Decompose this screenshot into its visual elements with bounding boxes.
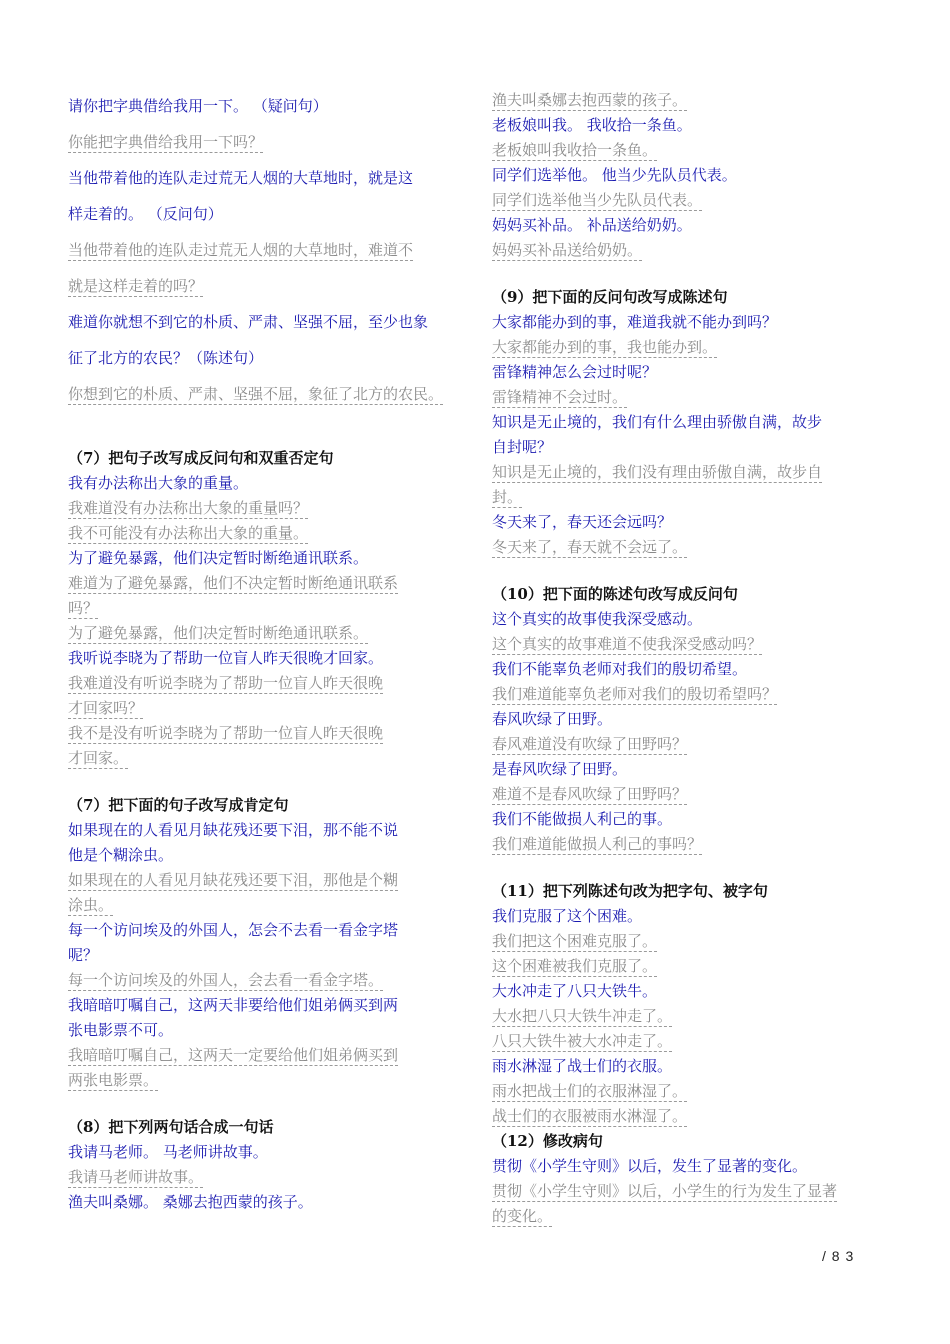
answer-sentence xyxy=(492,138,887,163)
answer-text: 知识是无止境的，我们没有理由骄傲自满，故步自 xyxy=(492,463,823,481)
answer-text: 冬天来了，春天就不会远了。 xyxy=(492,538,688,556)
section-heading: （7）把下面的句子改写成肯定句 xyxy=(68,796,289,814)
answer-text: 我难道没有办法称出大象的重量吗？ xyxy=(68,499,309,517)
answer-sentence xyxy=(492,1029,887,1054)
exercise-sentence: 是春风吹绿了田野。 xyxy=(492,760,628,778)
answer-sentence xyxy=(492,1004,887,1029)
page-number: / 8 3 xyxy=(822,1248,855,1264)
answer-sentence xyxy=(68,721,463,746)
exercise-sentence: 当他带着他的连队走过荒无人烟的大草地时，就是这 xyxy=(68,169,414,187)
answer-text: 战士们的衣服被雨水淋湿了。 xyxy=(492,1107,688,1125)
answer-text: 如果现在的人看见月缺花残还要下泪，那他是个糊 xyxy=(68,871,399,889)
answer-sentence xyxy=(68,1043,463,1068)
answer-sentence xyxy=(492,782,887,807)
section-heading: （12）修改病句 xyxy=(492,1132,603,1150)
answer-sentence xyxy=(492,188,887,213)
answer-sentence xyxy=(492,238,887,263)
answer-text: 八只大铁牛被大水冲走了。 xyxy=(492,1032,673,1050)
answer-text: 两张电影票。 xyxy=(68,1071,159,1089)
answer-text: 当他带着他的连队走过荒无人烟的大草地时，难道不 xyxy=(68,241,414,259)
answer-text: 我难道没有听说李晓为了帮助一位盲人昨天很晚 xyxy=(68,674,384,692)
exercise-sentence: 样走着的。 （反问句） xyxy=(68,205,223,223)
answer-sentence xyxy=(492,385,887,410)
answer-text: 这个真实的故事难道不使我深受感动吗？ xyxy=(492,635,763,653)
exercise-sentence: 雨水淋湿了战士们的衣服。 xyxy=(492,1057,673,1075)
exercise-sentence: 大水冲走了八只大铁牛。 xyxy=(492,982,658,1000)
answer-sentence xyxy=(68,521,463,546)
answer-text: 吗？ xyxy=(68,599,99,617)
exercise-sentence: 老板娘叫我。 我收拾一条鱼。 xyxy=(492,116,692,134)
answer-sentence xyxy=(68,671,463,696)
exercise-sentence: 雷锋精神怎么会过时呢？ xyxy=(492,363,658,381)
answer-text: 大水把八只大铁牛冲走了。 xyxy=(492,1007,673,1025)
answer-text: 涂虫。 xyxy=(68,896,114,914)
answer-sentence xyxy=(68,893,463,918)
answer-sentence xyxy=(68,968,463,993)
answer-sentence xyxy=(492,1204,887,1229)
exercise-sentence: 征了北方的农民？（陈述句） xyxy=(68,349,264,367)
exercise-sentence: 如果现在的人看见月缺花残还要下泪，那不能不说 xyxy=(68,821,399,839)
section-heading: （9）把下面的反问句改写成陈述句 xyxy=(492,288,728,306)
answer-sentence xyxy=(492,732,887,757)
section-heading: （7）把句子改写成反问句和双重否定句 xyxy=(68,449,334,467)
answer-text: 封。 xyxy=(492,488,523,506)
exercise-sentence: 我们克服了这个困难。 xyxy=(492,907,643,925)
answer-text: 我们把这个困难克服了。 xyxy=(492,932,658,950)
exercise-sentence: 为了避免暴露，他们决定暂时断绝通讯联系。 xyxy=(68,549,369,567)
answer-sentence xyxy=(68,232,463,268)
right-column xyxy=(492,88,887,1229)
exercise-sentence: 呢？ xyxy=(68,946,99,964)
section-heading: （11）把下列陈述句改为把字句、被字句 xyxy=(492,882,768,900)
answer-text: 春风难道没有吹绿了田野吗？ xyxy=(492,735,688,753)
answer-sentence xyxy=(492,535,887,560)
answer-sentence xyxy=(68,596,463,621)
answer-text: 大家都能办到的事，我也能办到。 xyxy=(492,338,718,356)
answer-text: 我们难道能辜负老师对我们的殷切希望吗？ xyxy=(492,685,778,703)
exercise-sentence: 贯彻《小学生守则》以后，发生了显著的变化。 xyxy=(492,1157,808,1175)
exercise-sentence: 知识是无止境的，我们有什么理由骄傲自满，故步 xyxy=(492,413,823,431)
answer-sentence xyxy=(68,496,463,521)
exercise-sentence: 这个真实的故事使我深受感动。 xyxy=(492,610,703,628)
spacer xyxy=(68,1093,463,1115)
answer-sentence xyxy=(68,376,463,412)
answer-text: 我们难道能做损人利己的事吗？ xyxy=(492,835,703,853)
answer-text: 老板娘叫我收拾一条鱼。 xyxy=(492,141,658,159)
exercise-sentence: 妈妈买补品。 补品送给奶奶。 xyxy=(492,216,692,234)
answer-text: 每一个访问埃及的外国人，会去看一看金字塔。 xyxy=(68,971,384,989)
exercise-sentence: 我们不能做损人利己的事。 xyxy=(492,810,673,828)
answer-text: 难道不是春风吹绿了田野吗？ xyxy=(492,785,688,803)
exercise-sentence: 我请马老师。 马老师讲故事。 xyxy=(68,1143,268,1161)
answer-text: 就是这样走着的吗？ xyxy=(68,277,204,295)
answer-sentence xyxy=(492,1104,887,1129)
exercise-sentence: 张电影票不可。 xyxy=(68,1021,174,1039)
answer-text: 才回家。 xyxy=(68,749,129,767)
left-column xyxy=(68,88,463,1215)
answer-sentence xyxy=(492,632,887,657)
exercise-sentence: 春风吹绿了田野。 xyxy=(492,710,613,728)
answer-text: 这个困难被我们克服了。 xyxy=(492,957,658,975)
exercise-sentence: 请你把字典借给我用一下。 （疑问句） xyxy=(68,97,328,115)
exercise-sentence: 渔夫叫桑娜。 桑娜去抱西蒙的孩子。 xyxy=(68,1193,313,1211)
answer-sentence xyxy=(492,485,887,510)
answer-sentence xyxy=(492,954,887,979)
answer-text: 的变化。 xyxy=(492,1207,553,1225)
spacer xyxy=(492,857,887,879)
answer-text: 为了避免暴露，他们决定暂时断绝通讯联系。 xyxy=(68,624,369,642)
spacer xyxy=(492,263,887,285)
answer-text: 才回家吗？ xyxy=(68,699,144,717)
answer-text: 你想到它的朴质、严肃、坚强不屈，象征了北方的农民。 xyxy=(68,385,444,403)
exercise-sentence: 大家都能办到的事，难道我就不能办到吗？ xyxy=(492,313,778,331)
answer-sentence xyxy=(68,868,463,893)
exercise-sentence: 冬天来了，春天还会远吗？ xyxy=(492,513,673,531)
answer-text: 雨水把战士们的衣服淋湿了。 xyxy=(492,1082,688,1100)
section-heading: （10）把下面的陈述句改写成反问句 xyxy=(492,585,738,603)
exercise-sentence: 自封呢？ xyxy=(492,438,553,456)
exercise-sentence: 我有办法称出大象的重量。 xyxy=(68,474,249,492)
answer-text: 你能把字典借给我用一下吗？ xyxy=(68,133,264,151)
answer-text: 渔夫叫桑娜去抱西蒙的孩子。 xyxy=(492,91,688,109)
answer-sentence xyxy=(68,124,463,160)
exercise-sentence: 我听说李晓为了帮助一位盲人昨天很晚才回家。 xyxy=(68,649,384,667)
answer-text: 同学们选举他当少先队员代表。 xyxy=(492,191,703,209)
answer-sentence xyxy=(68,1068,463,1093)
spacer xyxy=(68,771,463,793)
answer-sentence xyxy=(492,929,887,954)
answer-text: 我请马老师讲故事。 xyxy=(68,1168,204,1186)
answer-sentence xyxy=(68,571,463,596)
answer-sentence xyxy=(492,460,887,485)
section-heading: （8）把下列两句话合成一句话 xyxy=(68,1118,274,1136)
answer-sentence xyxy=(492,1079,887,1104)
answer-sentence xyxy=(68,696,463,721)
answer-sentence xyxy=(492,832,887,857)
answer-text: 贯彻《小学生守则》以后，小学生的行为发生了显著 xyxy=(492,1182,838,1200)
answer-sentence xyxy=(492,88,887,113)
answer-sentence xyxy=(68,746,463,771)
answer-sentence xyxy=(68,268,463,304)
exercise-sentence: 我暗暗叮嘱自己，这两天非要给他们姐弟俩买到两 xyxy=(68,996,399,1014)
answer-text: 难道为了避免暴露，他们不决定暂时断绝通讯联系 xyxy=(68,574,399,592)
answer-sentence xyxy=(68,1165,463,1190)
spacer xyxy=(492,560,887,582)
answer-text: 我暗暗叮嘱自己，这两天一定要给他们姐弟俩买到 xyxy=(68,1046,399,1064)
exercise-sentence: 每一个访问埃及的外国人，怎会不去看一看金字塔 xyxy=(68,921,399,939)
answer-sentence xyxy=(492,1179,887,1204)
exercise-sentence: 他是个糊涂虫。 xyxy=(68,846,174,864)
answer-sentence xyxy=(492,335,887,360)
answer-text: 我不可能没有办法称出大象的重量。 xyxy=(68,524,309,542)
answer-text: 雷锋精神不会过时。 xyxy=(492,388,628,406)
exercise-sentence: 难道你就想不到它的朴质、严肃、坚强不屈，至少也象 xyxy=(68,313,429,331)
answer-sentence xyxy=(68,621,463,646)
answer-text: 妈妈买补品送给奶奶。 xyxy=(492,241,643,259)
exercise-sentence: 我们不能辜负老师对我们的殷切希望。 xyxy=(492,660,748,678)
spacer xyxy=(68,412,463,446)
answer-text: 我不是没有听说李晓为了帮助一位盲人昨天很晚 xyxy=(68,724,384,742)
exercise-sentence: 同学们选举他。 他当少先队员代表。 xyxy=(492,166,737,184)
answer-sentence xyxy=(492,682,887,707)
